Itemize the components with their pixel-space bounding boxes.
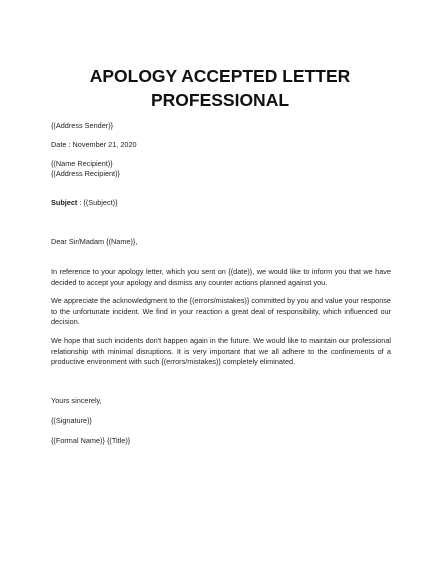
address-recipient: {(Address Recipient)} <box>51 169 120 178</box>
paragraph-1: In reference to your apology letter, which you sent on {(date)}, we would like to inform you that we have decided to accept your apology and dismiss any counter actions planned against you. <box>51 267 391 287</box>
subject-line <box>51 198 118 208</box>
subject-value: : {(Subject)} <box>77 198 118 207</box>
salutation: Dear Sir/Madam {(Name)}, <box>51 237 138 246</box>
title-line-2: PROFESSIONAL <box>150 90 290 110</box>
date-line: Date : November 21, 2020 <box>51 140 137 149</box>
formal-name-title: {(Formal Name)} {(Title)} <box>51 436 131 445</box>
closing: Yours sincerely, <box>51 396 102 405</box>
address-sender: {(Address Sender)} <box>51 121 114 130</box>
paragraph-3: We hope that such incidents don't happen again in the future. We would like to maintain our professional relationship with minimal disruptions. It is very important that we all adhere to the confinements of a productive environment with such {(errors/mistakes)} completely eliminated. <box>51 336 391 366</box>
title-line-1: APOLOGY ACCEPTED LETTER <box>89 66 351 86</box>
signature: {(Signature)} <box>51 416 92 425</box>
name-recipient: {(Name Recipient)} <box>51 159 113 168</box>
subject-label: Subject <box>51 198 78 207</box>
paragraph-2: We appreciate the acknowledgment to the {(errors/mistakes)} committed by you and value your response to the unfortunate incident. We find in your reaction a great deal of responsibility, which influenced our decision. <box>51 296 391 326</box>
